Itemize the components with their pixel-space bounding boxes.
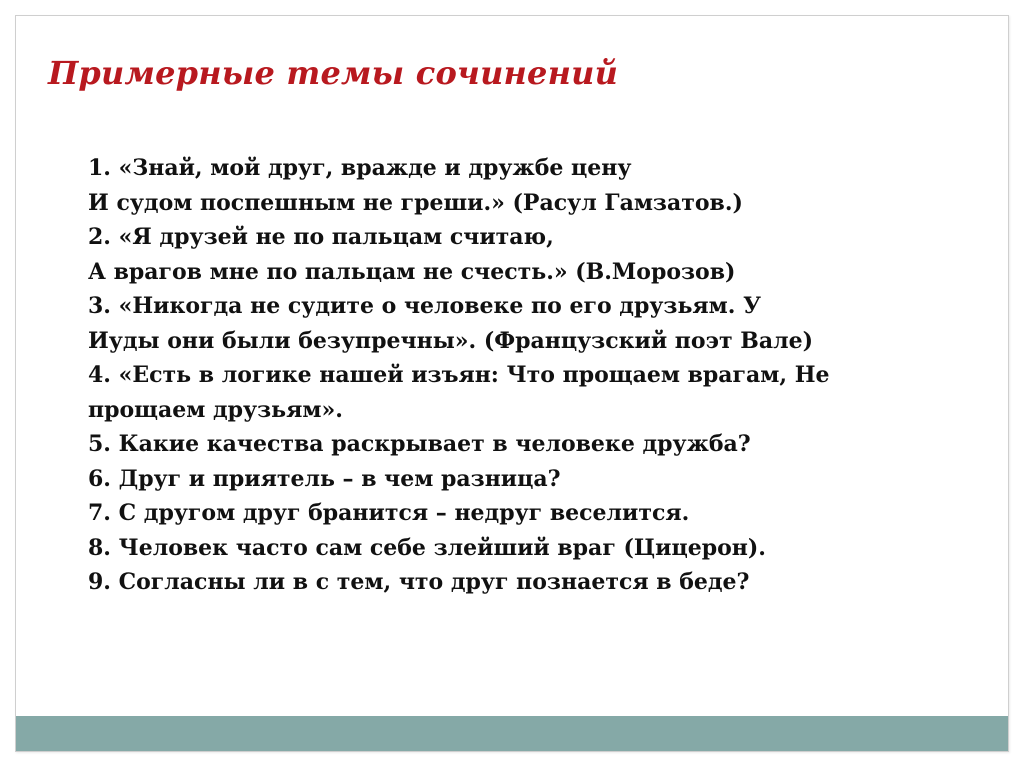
- body-line: 9. Согласны ли в с тем, что друг познается в беде?: [88, 569, 750, 595]
- body-line: А врагов мне по пальцам не счесть.» (В.Морозов): [88, 258, 736, 285]
- body-line: 4. «Есть в логике нашей изъян: Что прощаем врагам, Не: [88, 362, 830, 388]
- bottom-bar: [16, 716, 1008, 751]
- body-line: 3. «Никогда не судите о человеке по его друзьям. У: [88, 293, 761, 319]
- body-line: Иуды они были безупречны». (Французский поэт Вале): [88, 327, 814, 354]
- body-line: 6. Друг и приятель – в чем разница?: [88, 465, 561, 492]
- body-line: 5. Какие качества раскрывает в человеке дружба?: [88, 431, 751, 457]
- body-line: 8. Человек часто сам себе злейший враг (Цицерон).: [88, 534, 766, 561]
- body-line: прощаем друзьям».: [88, 396, 343, 423]
- slide: [15, 15, 1009, 752]
- body-line: 1. «Знай, мой друг, вражде и дружбе цену: [88, 155, 632, 181]
- body-line: 2. «Я друзей не по пальцам считаю,: [88, 224, 554, 250]
- body-line: 7. С другом друг бранится – недруг веселится.: [88, 500, 690, 526]
- slide-title: Примерные темы сочинений: [48, 54, 619, 92]
- slide-body: [88, 151, 988, 600]
- body-line: И судом поспешным не греши.» (Расул Гамзатов.): [88, 189, 743, 216]
